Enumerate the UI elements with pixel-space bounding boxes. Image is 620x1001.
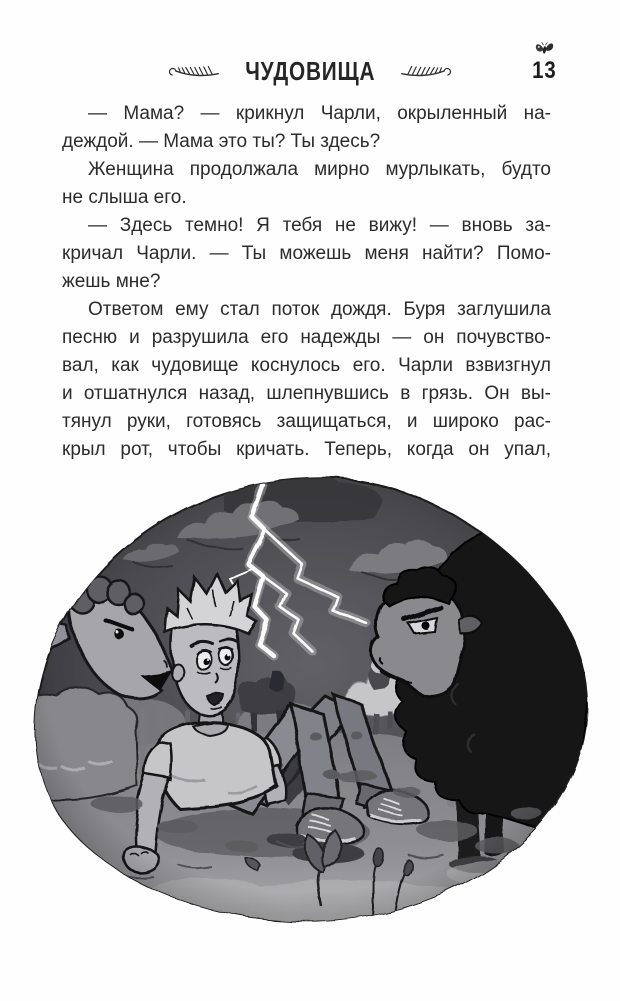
text-line: песню и разрушила его надежды — он почувство- bbox=[62, 327, 551, 348]
text-line: Ответом ему стал поток дождя. Буря заглушила bbox=[88, 299, 551, 320]
text-line: кричал Чарли. — Ты можешь меня найти? Помо- bbox=[62, 243, 551, 264]
text-line: Женщина продолжала мирно мурлыкать, будто bbox=[88, 159, 551, 180]
storm-scene bbox=[27, 474, 593, 926]
text-line: тянул руки, готовясь защищаться, и широко рас- bbox=[62, 411, 551, 432]
text-block bbox=[62, 100, 551, 464]
laurel-flourish-right-icon bbox=[400, 61, 454, 81]
running-header bbox=[110, 56, 510, 86]
text-line: и отшатнулся назад, шлепнувшись в грязь. Он вы- bbox=[62, 383, 551, 404]
storm-illustration bbox=[27, 474, 593, 926]
text-line: — Здесь темно! Я тебя не вижу! — вновь за- bbox=[88, 215, 551, 236]
laurel-flourish-left-icon bbox=[166, 61, 220, 81]
text-line: — Мама? — крикнул Чарли, окрыленный на- bbox=[88, 103, 551, 124]
text-line: жешь мне? bbox=[62, 271, 161, 292]
folio bbox=[518, 40, 570, 85]
moth-icon bbox=[535, 40, 554, 56]
text-line: крыл рот, чтобы кричать. Теперь, когда он упал, bbox=[62, 439, 551, 460]
chapter-title: ЧУДОВИЩА bbox=[244, 55, 376, 86]
text-line: деждой. — Мама это ты? Ты здесь? bbox=[62, 131, 381, 152]
text-line: не слыша его. bbox=[62, 187, 187, 208]
page-number: 13 bbox=[531, 57, 557, 84]
text-line: вал, как чудовище коснулось его. Чарли взвизгнул bbox=[62, 355, 551, 376]
